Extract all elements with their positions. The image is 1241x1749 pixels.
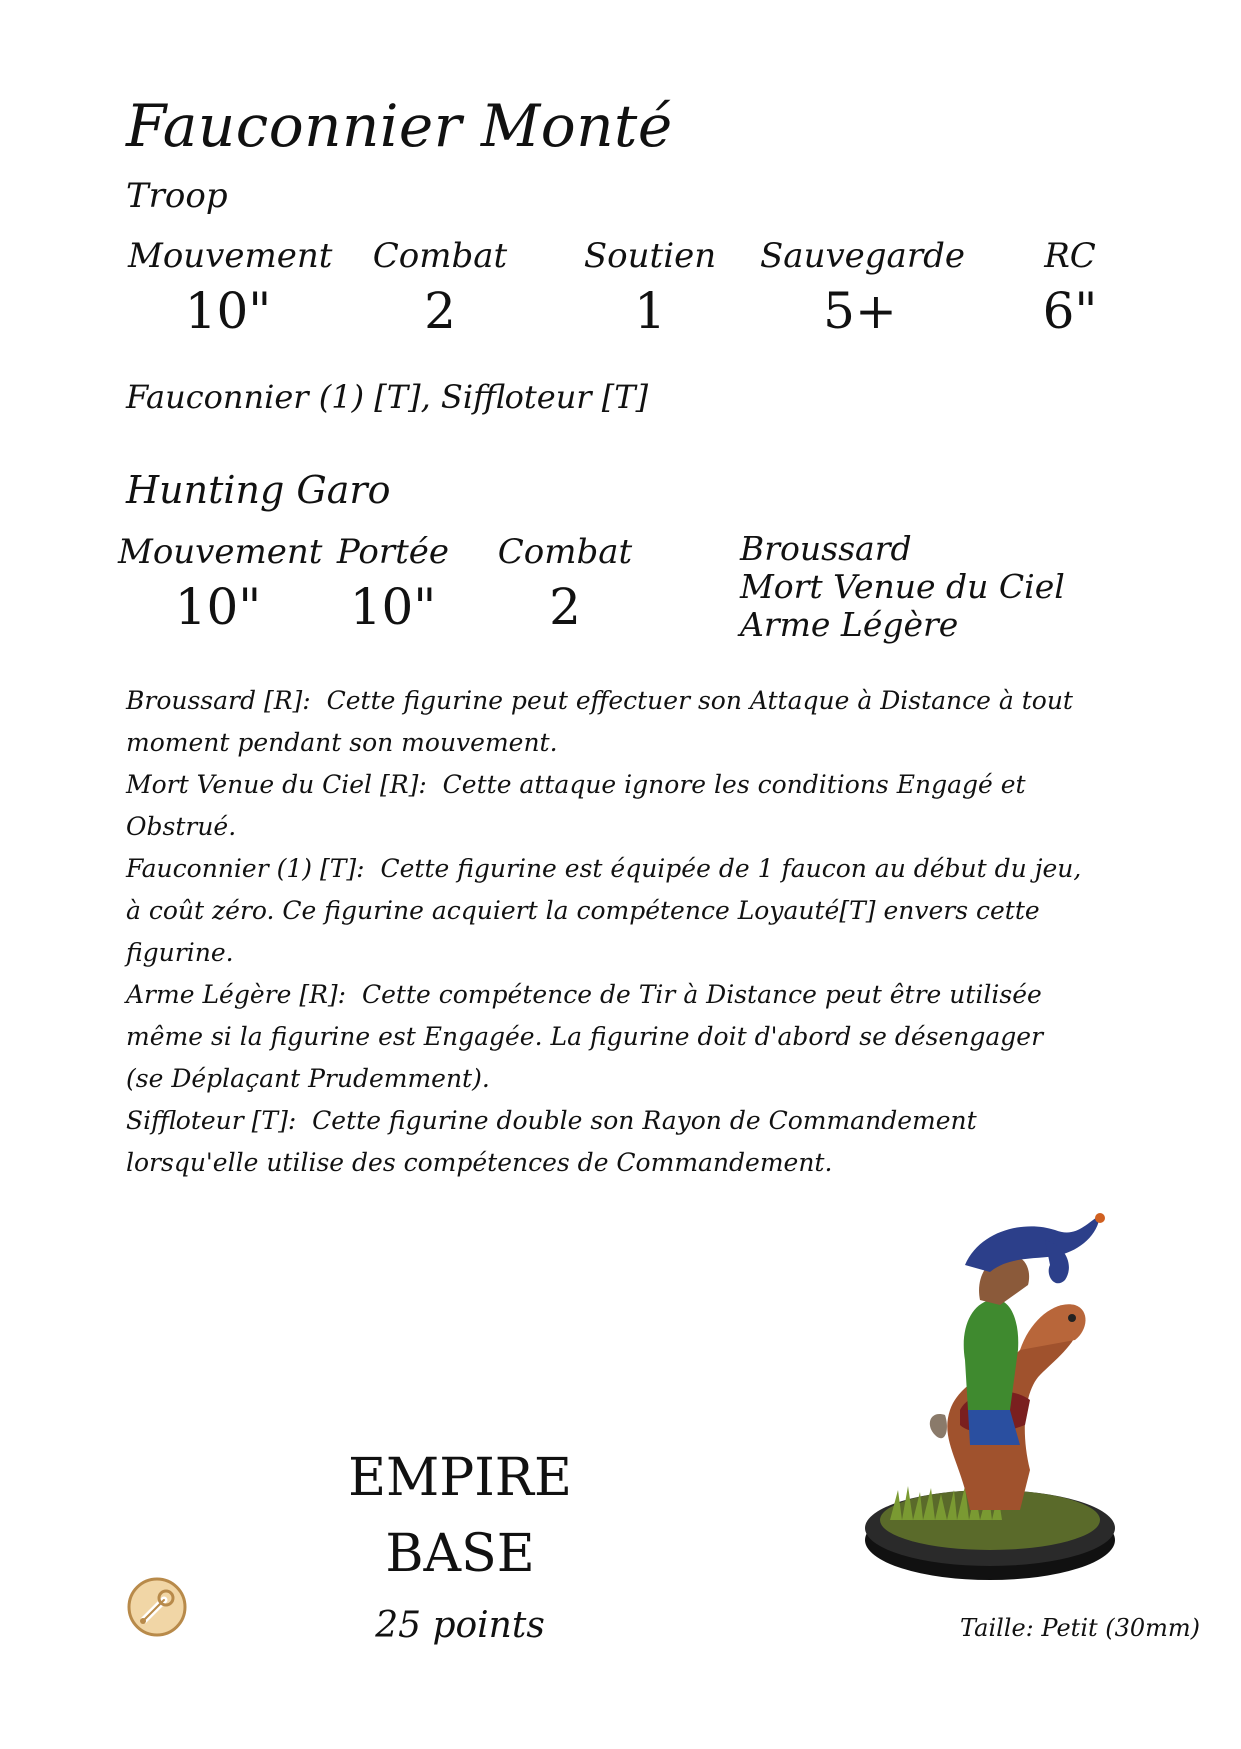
weapon-item: Arme Légère <box>740 605 959 644</box>
stat-sauvegarde <box>760 236 965 340</box>
stat-label: Mouvement <box>118 532 323 572</box>
stat-label: Combat <box>497 532 633 572</box>
ability-name: Fauconnier (1) [T]: <box>126 854 365 883</box>
ability-text: Cette attaque ignore les conditions Engagé et Obstrué. <box>126 770 1026 841</box>
points-cost: 25 points <box>375 1605 545 1646</box>
stat-label: Soutien <box>583 236 717 276</box>
stat-label: Portée <box>336 532 450 572</box>
painted-miniature-image <box>850 1210 1150 1590</box>
stat-value: 1 <box>634 282 666 340</box>
faction-label <box>340 1440 580 1592</box>
ability-description <box>126 680 1086 764</box>
base-size: Taille: Petit (30mm) <box>960 1614 1201 1642</box>
mount-name: Hunting Garo <box>126 468 391 512</box>
stat-mouvement <box>128 236 333 340</box>
unit-name: Fauconnier Monté <box>126 92 673 160</box>
ability-name: Mort Venue du Ciel [R]: <box>126 770 427 799</box>
ability-name: Broussard [R]: <box>126 686 311 715</box>
stat-value: 10" <box>184 282 272 340</box>
ability-name: Siffloteur [T]: <box>126 1106 297 1135</box>
stat-value: 2 <box>549 578 581 636</box>
ability-text: Cette figurine peut effectuer son Attaque à Distance à tout moment pendant son mouvement. <box>126 686 1073 757</box>
stat-value: 5+ <box>823 282 897 340</box>
stat-combat <box>360 236 520 340</box>
unit-abilities: Fauconnier (1) [T], Siffloteur [T] <box>126 378 649 416</box>
unit-type: Troop <box>126 176 228 216</box>
mount-weapons <box>740 530 1065 644</box>
stat-rc <box>1010 236 1130 340</box>
stat-value: 2 <box>424 282 456 340</box>
ability-description <box>126 764 1086 848</box>
mount-stat-portee <box>318 532 468 636</box>
faction-line: EMPIRE <box>348 1448 572 1508</box>
ability-description <box>126 1100 1086 1184</box>
stat-label: Sauvegarde <box>760 236 965 276</box>
ability-text: Cette figurine est équipée de 1 faucon au début du jeu, à coût zéro. Ce figurine acquiert la compétence Loyauté[T] envers cette figurine. <box>126 854 1082 967</box>
stat-value: 10" <box>349 578 437 636</box>
ability-descriptions <box>126 680 1086 1184</box>
weapon-item: Broussard <box>740 529 912 568</box>
weapon-item: Mort Venue du Ciel <box>740 567 1065 606</box>
stat-label: Combat <box>372 236 508 276</box>
ability-description <box>126 974 1086 1100</box>
mount-stat-mouvement <box>118 532 323 636</box>
mount-stat-combat <box>490 532 640 636</box>
stat-label: Mouvement <box>128 236 333 276</box>
wrench-badge-icon <box>126 1576 188 1638</box>
stat-soutien <box>570 236 730 340</box>
stat-value: 10" <box>174 578 262 636</box>
stat-label: RC <box>1044 236 1096 276</box>
ability-text: Cette figurine double son Rayon de Commandement lorsqu'elle utilise des compétences de Commandement. <box>126 1106 977 1177</box>
faction-line: BASE <box>385 1524 535 1584</box>
ability-text: Cette compétence de Tir à Distance peut être utilisée même si la figurine est Engagée. La figurine doit d'abord se désengager (se Déplaçant Prudemment). <box>126 980 1044 1093</box>
stat-value: 6" <box>1042 282 1098 340</box>
ability-description <box>126 848 1086 974</box>
ability-name: Arme Légère [R]: <box>126 980 347 1009</box>
